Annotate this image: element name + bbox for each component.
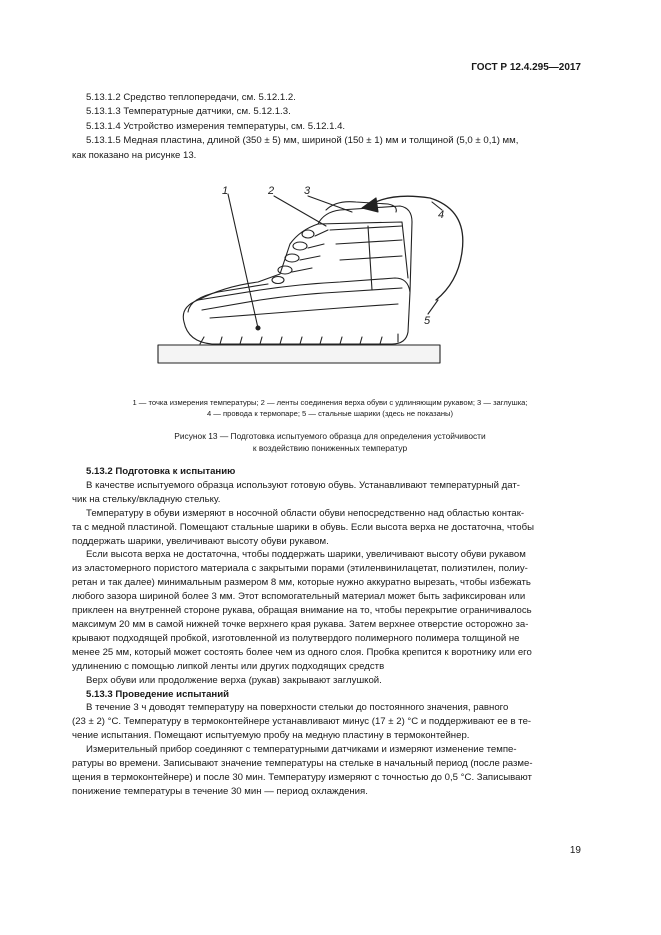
boot-upper [198, 222, 408, 300]
body-line: понижение температуры в течение 30 мин — период охлаждения. [72, 785, 368, 797]
figure-label-5: 5 [424, 315, 431, 327]
body-line: из эластомерного пористого материала с закрытыми порами (этиленвинилацетат, полиэтилен, полиу- [72, 563, 528, 575]
clause-line: 5.13.1.2 Средство теплопередачи, см. 5.12.1.2. [86, 92, 296, 103]
figure-legend [82, 397, 578, 419]
body-line: ратуры во времени. Записывают значение температуры на стельке в начальный период (после разме- [72, 758, 533, 770]
figure-label-4: 4 [438, 209, 445, 221]
clause-line: 5.13.1.5 Медная пластина, длиной (350 ± 5) мм, шириной (150 ± 1) мм и толщиной (5,0 ± 0,1) мм, [86, 135, 519, 147]
body-line: В качестве испытуемого образца используют готовую обувь. Устанавливают температурный дат- [86, 479, 520, 491]
legend-line: 1 — точка измерения температуры; 2 — ленты соединения верха обуви с удлиняющим рукавом; 3 — заглушка; [132, 398, 528, 407]
body-line: менее 25 мм, который может состоять более чем из одного слоя. Пробка крепится к воротнику или его [72, 646, 532, 658]
document-code: ГОСТ Р 12.4.295—2017 [471, 62, 581, 73]
boot-laces [272, 230, 328, 284]
clause-line: 5.13.1.3 Температурные датчики, см. 5.12.1.3. [86, 106, 291, 118]
caption-line: к воздействию пониженных температур [252, 443, 408, 453]
body-line: любого зазора шириной более 3 мм. Этот вспомогательный материал может быть зафиксирован или [72, 591, 526, 603]
figure-label-1: 1 [222, 185, 229, 197]
legend-line: 4 — провода к термопаре; 5 — стальные шарики (здесь не показаны) [206, 409, 454, 418]
body-line: чение испытания. Помещают испытуемую пробу на медную пластину в термоконтейнер. [72, 730, 470, 742]
figure-caption [82, 430, 578, 454]
body-line: Измерительный прибор соединяют с температурными датчиками и измеряют изменение темпе- [86, 744, 517, 756]
body-line: Если высота верха не достаточна, чтобы поддержать шарики, увеличивают высоту обуви рукавом [86, 549, 526, 561]
body-line: щения в термоконтейнере) и после 30 мин. Температуру измеряют с точностью до 0,5 °С. Записывают [72, 771, 532, 783]
figure-label-2: 2 [268, 185, 275, 197]
body-line: удлинению с помощью липкой ленты или других подходящих средств [72, 660, 385, 672]
body-line: чик на стельку/вкладную стельку. [72, 493, 221, 505]
clause-line: как показано на рисунке 13. [72, 149, 197, 161]
caption-line: Рисунок 13 — Подготовка испытуемого образца для определения устойчивости [174, 431, 486, 441]
wire-arrow [368, 196, 463, 300]
body-line: Верх обуви или продолжение верха (рукав) закрывают заглушкой. [86, 674, 382, 686]
copper-plate [158, 345, 440, 363]
body-line: крывают подходящей пробкой, изготовленной из полутвердого полимерного полимера толщиной не [72, 632, 520, 644]
body-line: максимум 20 мм в самой нижней точке верхнего края рукава. Затем верхнее отверстие осторожно за- [72, 618, 529, 630]
boot-sleeve [318, 206, 412, 292]
page-number: 19 [569, 845, 581, 856]
boot-figure [140, 182, 520, 367]
body-line: та с медной пластиной. Помещают стальные шарики в обувь. Если высота верха не достаточна, чтобы [72, 521, 535, 533]
clause-line: 5.13.1.4 Устройство измерения температуры, см. 5.12.1.4. [86, 120, 346, 132]
body-line: Температуру в обуви измеряют в носочной области обуви непосредственно над областью контак- [86, 507, 525, 519]
body-line: (23 ± 2) °С. Температуру в термоконтейнере устанавливают минус (17 ± 2) °С и поддерживают ее в те- [72, 716, 532, 728]
body-line: В течение 3 ч доводят температуру на поверхности стельки до постоянного значения, равного [86, 702, 509, 714]
figure-label-3: 3 [304, 185, 311, 197]
section-title: 5.13.3 Проведение испытаний [86, 688, 230, 700]
body-text [72, 465, 584, 799]
top-clauses [72, 91, 582, 163]
section-title: 5.13.2 Подготовка к испытанию [86, 466, 236, 477]
body-line: приклеен на внутренней стороне рукава, обращая внимание на то, чтобы перекрытие ограничивалось [72, 605, 532, 617]
body-line: ретан и так далее) минимальным размером 8 мм, которые нужно аккуратно вырезать, чтобы избежать [72, 577, 531, 589]
body-line: поддержать шарики, увеличивают высоту обуви рукавом. [72, 535, 329, 547]
